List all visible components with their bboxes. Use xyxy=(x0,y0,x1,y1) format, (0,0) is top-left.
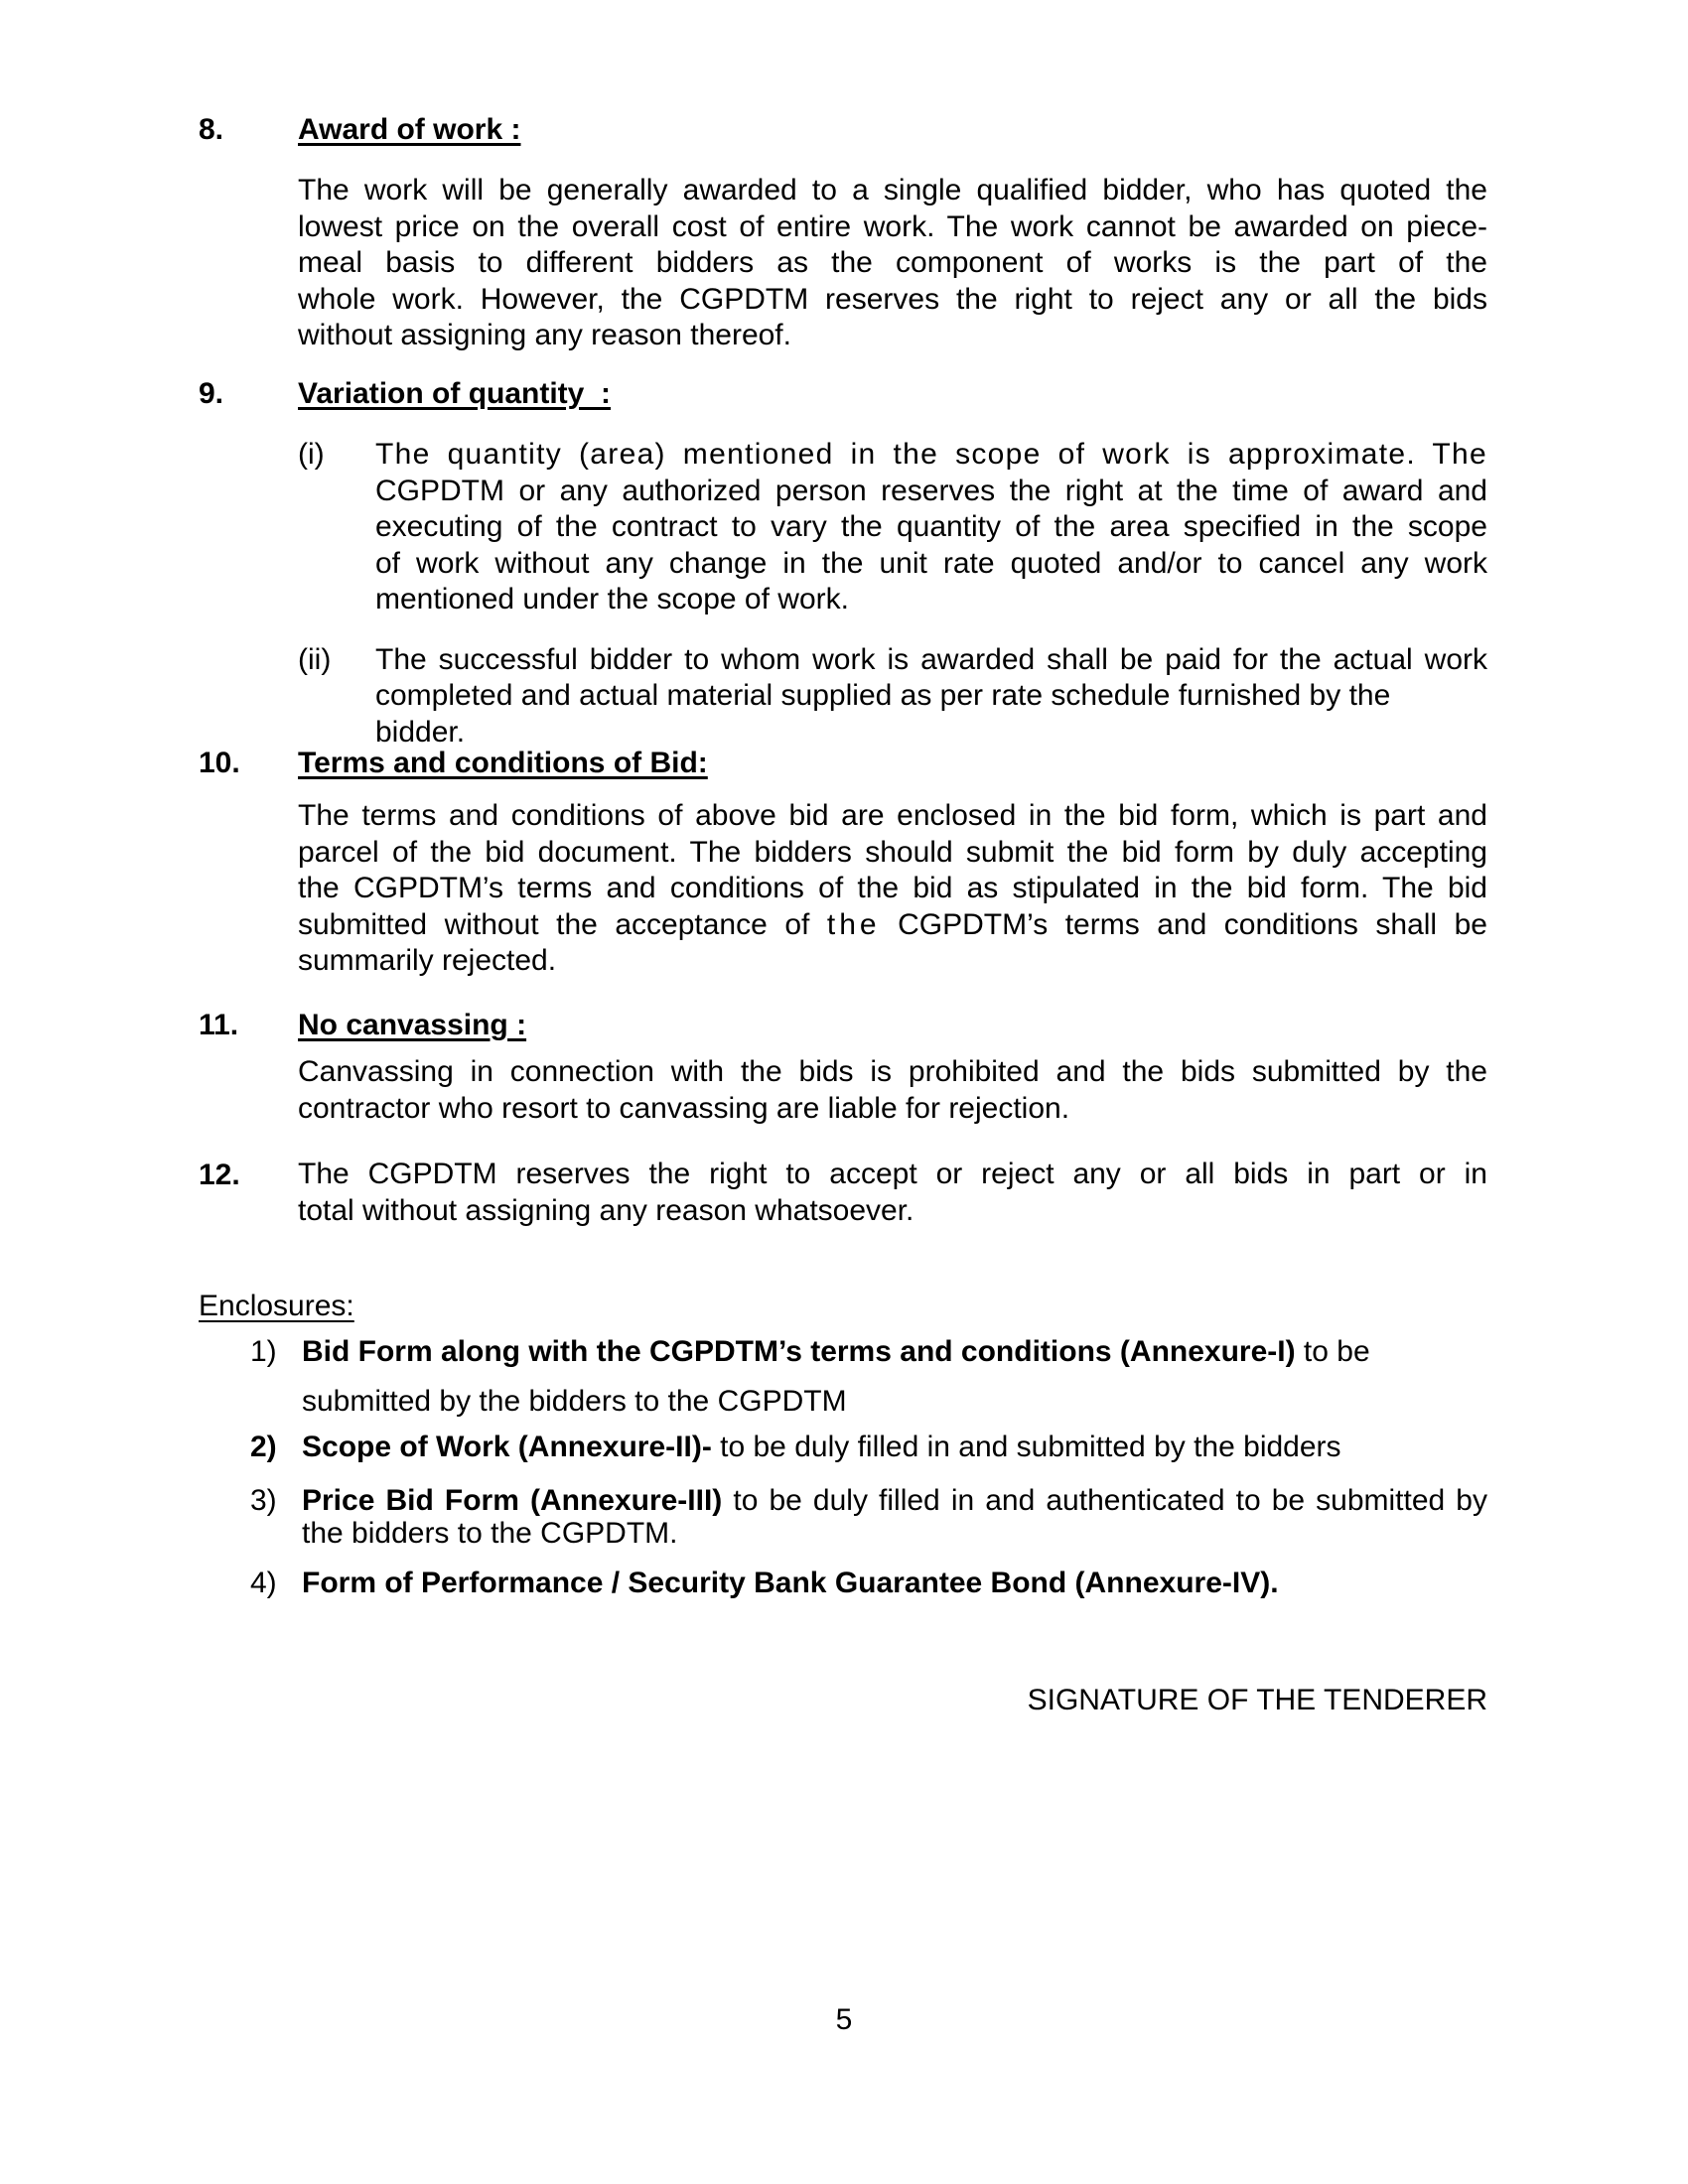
enclosure-item-bold: Price Bid Form (Annexure-III) xyxy=(302,1484,723,1517)
line-fragment-spaced: the xyxy=(826,907,881,941)
section-8-body xyxy=(298,111,1487,354)
line-fragment: CGPDTM’s terms and conditions shall be xyxy=(880,907,1487,941)
enclosure-item-text xyxy=(302,1483,1487,1520)
enclosure-item-3 xyxy=(250,1483,1487,1520)
section-10-number: 10. xyxy=(199,747,240,779)
paragraph-line: mentioned under the scope of work. xyxy=(375,583,849,615)
section-9-item-ii xyxy=(298,642,1487,751)
paragraph-line: The CGPDTM reserves the right to accept or reject any or all bids in part or in xyxy=(298,1158,1487,1190)
enclosure-item-text: submitted by the bidders to the CGPDTM xyxy=(302,1385,847,1418)
enclosure-item-regular: to be duly filled in and authenticated to be submitted by xyxy=(722,1484,1487,1517)
enclosure-number: 4) xyxy=(250,1567,277,1599)
enclosures-heading: Enclosures: xyxy=(199,1290,354,1322)
paragraph-line: The terms and conditions of above bid are enclosed in the bid form, which is part and xyxy=(298,799,1487,832)
paragraph-line: summarily rejected. xyxy=(298,944,557,977)
section-11-number: 11. xyxy=(199,1009,239,1041)
paragraph-line: without assigning any reason thereof. xyxy=(298,319,791,351)
section-12-paragraph xyxy=(298,1157,1487,1229)
enclosure-item-regular: to be xyxy=(1295,1335,1370,1368)
paragraph-line: the CGPDTM’s terms and conditions of the bid as stipulated in the bid form. The bid xyxy=(298,872,1487,904)
section-10-body xyxy=(298,745,1487,980)
section-10-heading: Terms and conditions of Bid: xyxy=(298,747,708,779)
section-9-body xyxy=(298,375,1487,412)
enclosure-item-1-line-2 xyxy=(250,1384,1487,1421)
section-11-paragraph xyxy=(298,1054,1487,1127)
list-item-text xyxy=(375,642,1487,751)
enclosure-item-bold: Bid Form along with the CGPDTM’s terms and conditions (Annexure-I) xyxy=(302,1335,1296,1368)
section-11 xyxy=(199,1007,1487,1127)
enclosure-item-text: the bidders to the CGPDTM. xyxy=(302,1517,678,1550)
paragraph-line: meal basis to different bidders as the component of works is the part of the xyxy=(298,246,1487,279)
paragraph-line: The quantity (area) mentioned in the scope of work is approximate. The xyxy=(375,438,1487,471)
page-number: 5 xyxy=(835,2003,853,2036)
paragraph-line: The successful bidder to whom work is awarded shall be paid for the actual work xyxy=(375,642,1487,676)
section-9-item-i xyxy=(298,437,1487,618)
enclosure-item-regular: to be duly filled in and submitted by the bidders xyxy=(711,1431,1341,1463)
enclosure-item-bold: Scope of Work (Annexure-II)- xyxy=(302,1431,712,1463)
section-9-number: 9. xyxy=(199,377,224,410)
paragraph-line: of work without any change in the unit rate quoted and/or to cancel any work xyxy=(375,546,1487,580)
section-10 xyxy=(199,745,1487,980)
section-8-number: 8. xyxy=(199,113,224,146)
section-11-body xyxy=(298,1007,1487,1127)
paragraph-line xyxy=(298,907,1487,944)
section-12 xyxy=(199,1157,1487,1229)
enclosure-item-text xyxy=(302,1334,1487,1371)
list-item-text xyxy=(375,437,1487,618)
section-8-paragraph xyxy=(298,173,1487,354)
paragraph-line: CGPDTM or any authorized person reserves the right at the time of award and xyxy=(375,474,1487,507)
list-marker: (i) xyxy=(298,438,325,471)
enclosure-number: 3) xyxy=(250,1484,277,1517)
paragraph-line: parcel of the bid document. The bidders should submit the bid form by duly accepting xyxy=(298,835,1487,869)
section-8-heading: Award of work : xyxy=(298,113,521,146)
line-fragment: submitted without the acceptance of xyxy=(298,907,827,941)
enclosure-item-text xyxy=(302,1430,1487,1466)
signature-line: SIGNATURE OF THE TENDERER xyxy=(1027,1684,1487,1716)
paragraph-line: whole work. However, the CGPDTM reserves the right to reject any or all the bids xyxy=(298,282,1487,316)
section-9 xyxy=(199,375,1487,751)
paragraph-line: lowest price on the overall cost of entire work. The work cannot be awarded on piece- xyxy=(298,209,1487,243)
section-12-number: 12. xyxy=(199,1159,240,1191)
enclosure-item-bold: Form of Performance / Security Bank Guarantee Bond (Annexure-IV). xyxy=(302,1567,1279,1599)
enclosure-number: 1) xyxy=(250,1335,277,1368)
paragraph-line: Canvassing in connection with the bids is prohibited and the bids submitted by the xyxy=(298,1055,1487,1088)
enclosure-item-4 xyxy=(250,1566,1487,1602)
list-marker: (ii) xyxy=(298,642,332,676)
section-11-heading: No canvassing : xyxy=(298,1009,527,1041)
paragraph-line: completed and actual material supplied as per rate schedule furnished by the bidder. xyxy=(375,679,1391,749)
section-9-heading: Variation of quantity : xyxy=(298,377,612,410)
paragraph-line: contractor who resort to canvassing are liable for rejection. xyxy=(298,1091,1070,1125)
enclosure-item-3-line-2 xyxy=(250,1516,1487,1553)
enclosure-item-2 xyxy=(250,1430,1487,1466)
paragraph-line: The work will be generally awarded to a single qualified bidder, who has quoted the xyxy=(298,174,1487,206)
enclosure-number: 2) xyxy=(250,1431,277,1463)
section-10-paragraph xyxy=(298,798,1487,980)
enclosure-item-1 xyxy=(250,1334,1487,1371)
paragraph-line: executing of the contract to vary the quantity of the area specified in the scope xyxy=(375,510,1487,543)
section-8 xyxy=(199,111,1487,354)
paragraph-line: total without assigning any reason whatsoever. xyxy=(298,1193,914,1227)
